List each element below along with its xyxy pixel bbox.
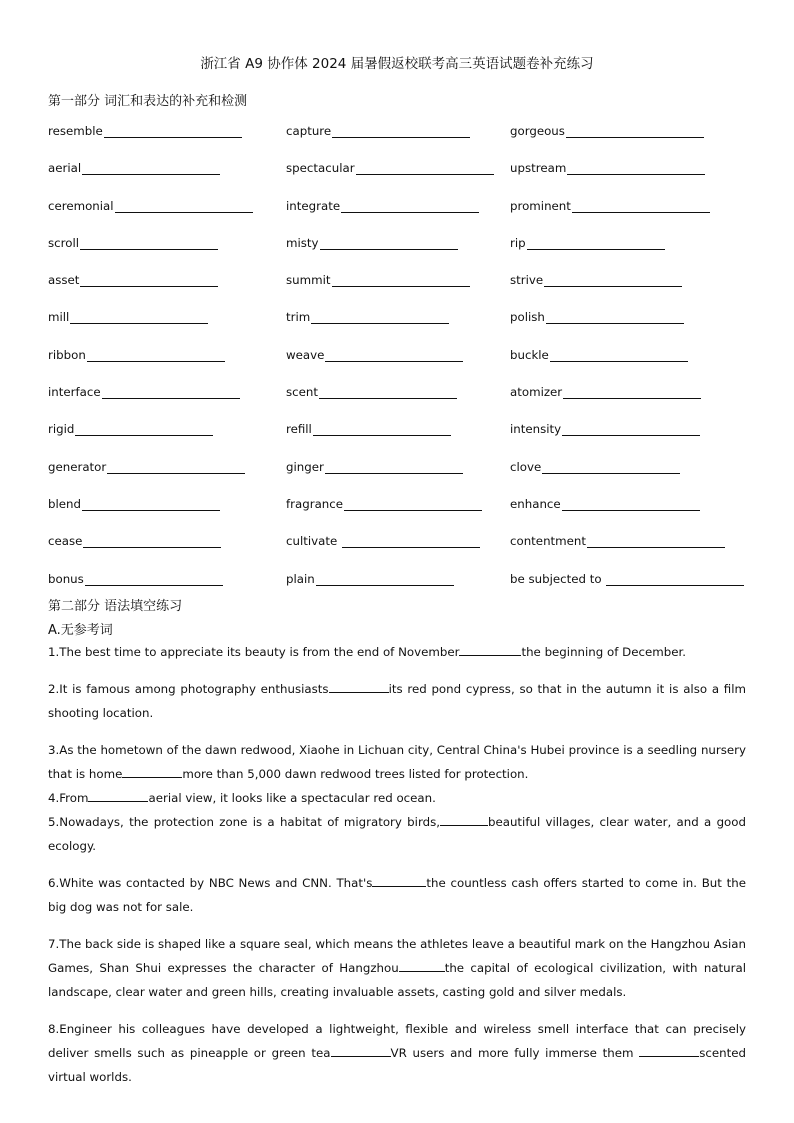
vocab-word: asset	[48, 273, 80, 288]
question-4	[48, 786, 746, 810]
vocab-word: ribbon	[48, 347, 86, 362]
vocab-item	[510, 273, 682, 287]
answer-blank[interactable]	[356, 161, 494, 175]
vocab-item	[286, 422, 451, 436]
answer-blank[interactable]	[542, 460, 680, 474]
answer-blank[interactable]	[566, 124, 704, 138]
vocab-item	[510, 310, 684, 324]
answer-blank[interactable]	[80, 273, 218, 287]
vocab-item	[510, 572, 744, 586]
question-3	[48, 738, 746, 786]
question-text: 4.From	[48, 791, 89, 805]
vocab-word: clove	[510, 459, 542, 474]
answer-blank[interactable]	[372, 874, 426, 887]
vocab-row	[48, 124, 768, 161]
question-text: 1.The best time to appreciate its beauty is from the end of November	[48, 645, 460, 659]
answer-blank[interactable]	[313, 422, 451, 436]
question-text: 2.It is famous among photography enthusiasts	[48, 682, 329, 696]
vocab-word: prominent	[510, 198, 571, 213]
answer-blank[interactable]	[115, 199, 253, 213]
vocab-item	[48, 534, 221, 548]
answer-blank[interactable]	[316, 572, 454, 586]
vocab-word: trim	[286, 310, 311, 325]
vocab-row	[48, 460, 768, 497]
vocab-row	[48, 199, 768, 236]
question-1	[48, 640, 746, 664]
vocab-item	[48, 124, 242, 138]
vocab-word: fragrance	[286, 496, 344, 511]
vocab-item	[286, 310, 449, 324]
vocab-word: aerial	[48, 161, 82, 176]
vocab-item	[48, 572, 223, 586]
vocab-word: scroll	[48, 235, 79, 250]
answer-blank[interactable]	[342, 534, 480, 548]
vocab-word: atomizer	[510, 385, 563, 400]
vocab-row	[48, 385, 768, 422]
answer-blank[interactable]	[329, 680, 389, 693]
part2-subheading: A.无参考词	[48, 623, 113, 638]
vocab-word: spectacular	[286, 161, 355, 176]
answer-blank[interactable]	[82, 161, 220, 175]
answer-blank[interactable]	[587, 534, 725, 548]
vocab-word: scent	[286, 385, 318, 400]
answer-blank[interactable]	[562, 422, 700, 436]
question-text: 7.The back side is shaped like a square seal, which means the athletes leave a beautiful mark on the Hangzhou Asian Games, Shan Shui expresses the character of Hangzhou	[48, 937, 746, 975]
vocab-word: capture	[286, 124, 332, 138]
vocab-row	[48, 422, 768, 459]
answer-blank[interactable]	[567, 161, 705, 175]
vocab-word: upstream	[510, 161, 567, 176]
vocab-item	[48, 422, 213, 436]
answer-blank[interactable]	[563, 385, 701, 399]
question-text: VR users and more fully immerse them	[390, 1046, 634, 1060]
vocab-row	[48, 161, 768, 198]
answer-blank[interactable]	[82, 497, 220, 511]
question-5	[48, 810, 746, 858]
vocab-grid	[48, 124, 768, 609]
question-text: more than 5,000 dawn redwood trees listed for protection.	[182, 767, 529, 781]
answer-blank[interactable]	[606, 572, 744, 586]
vocab-word: generator	[48, 459, 107, 474]
question-text: 3.As the hometown of the dawn redwood, Xiaohe in Lichuan city, Central China's Hubei province is a seedling nursery that is home	[48, 743, 746, 781]
vocab-item	[286, 273, 470, 287]
answer-blank[interactable]	[311, 310, 449, 324]
vocab-item	[286, 534, 480, 548]
vocab-word: resemble	[48, 124, 103, 138]
answer-blank[interactable]	[80, 236, 218, 250]
vocab-word: plain	[286, 571, 315, 586]
vocab-word: enhance	[510, 496, 561, 511]
vocab-row	[48, 497, 768, 534]
question-8	[48, 1017, 746, 1089]
answer-blank[interactable]	[639, 1044, 699, 1057]
vocab-word: be subjected to	[510, 571, 606, 586]
question-2	[48, 677, 746, 725]
answer-blank[interactable]	[75, 422, 213, 436]
question-6	[48, 871, 746, 919]
answer-blank[interactable]	[85, 572, 223, 586]
vocab-item	[510, 161, 705, 175]
answer-blank[interactable]	[527, 236, 665, 250]
vocab-word: buckle	[510, 347, 549, 362]
answer-blank[interactable]	[325, 348, 463, 362]
vocab-word: ginger	[286, 459, 324, 474]
vocab-item	[510, 124, 704, 138]
vocab-item	[48, 497, 220, 511]
vocab-row	[48, 310, 768, 347]
vocab-row	[48, 236, 768, 273]
vocab-item	[48, 348, 225, 362]
answer-blank[interactable]	[459, 643, 521, 656]
answer-blank[interactable]	[319, 385, 457, 399]
vocab-item	[510, 348, 688, 362]
vocab-word: rip	[510, 235, 526, 250]
vocab-item	[48, 236, 218, 250]
vocab-word: contentment	[510, 534, 587, 549]
vocab-item	[286, 572, 454, 586]
answer-blank[interactable]	[104, 124, 242, 138]
vocab-item	[510, 534, 725, 548]
answer-blank[interactable]	[546, 310, 684, 324]
answer-blank[interactable]	[107, 460, 245, 474]
vocab-item	[286, 497, 482, 511]
answer-blank[interactable]	[344, 497, 482, 511]
question-text: its red pond cypress, so that in the autumn it is also a film shooting location.	[48, 682, 746, 720]
answer-blank[interactable]	[87, 348, 225, 362]
answer-blank[interactable]	[320, 236, 458, 250]
document-title: 浙江省 A9 协作体 2024 届暑假返校联考高三英语试题卷补充练习	[200, 56, 594, 72]
vocab-item	[286, 199, 479, 213]
vocab-item	[286, 124, 470, 138]
vocab-item	[510, 460, 680, 474]
answer-blank[interactable]	[440, 813, 488, 826]
vocab-word: strive	[510, 273, 544, 288]
vocab-word: interface	[48, 385, 101, 400]
answer-blank[interactable]	[88, 789, 148, 802]
vocab-item	[286, 348, 463, 362]
vocab-item	[48, 310, 208, 324]
answer-blank[interactable]	[399, 959, 445, 972]
answer-blank[interactable]	[332, 124, 470, 138]
vocab-item	[286, 460, 463, 474]
vocab-word: misty	[286, 235, 319, 250]
vocab-item	[48, 385, 240, 399]
vocab-word: mill	[48, 310, 70, 325]
question-text: aerial view, it looks like a spectacular red ocean.	[148, 791, 436, 805]
part2-heading: 第二部分 语法填空练习	[48, 599, 183, 614]
answer-blank[interactable]	[102, 385, 240, 399]
answer-blank[interactable]	[332, 273, 470, 287]
vocab-item	[510, 422, 700, 436]
vocab-item	[286, 161, 494, 175]
vocab-item	[286, 236, 458, 250]
question-text: beautiful villages, clear water, and a good ecology.	[48, 815, 746, 853]
answer-blank[interactable]	[572, 199, 710, 213]
vocab-word: blend	[48, 496, 81, 511]
question-text: 8.Engineer his colleagues have developed a lightweight, flexible and wireless smell interface that can precisely deliver smells such as pineapple or green tea	[48, 1022, 746, 1060]
vocab-word: refill	[286, 422, 312, 437]
vocab-word: summit	[286, 273, 331, 288]
vocab-word: rigid	[48, 422, 75, 437]
question-text: the capital of ecological civilization, with natural landscape, clear water and green hills, creating invaluable assets, casting gold and silver medals.	[48, 961, 746, 999]
question-7	[48, 932, 746, 1004]
vocab-word: gorgeous	[510, 124, 565, 138]
answer-blank[interactable]	[544, 273, 682, 287]
vocab-word: cultivate	[286, 534, 341, 549]
vocab-row	[48, 534, 768, 571]
vocab-word: polish	[510, 310, 545, 325]
vocab-word: weave	[286, 347, 325, 362]
answer-blank[interactable]	[122, 765, 182, 778]
vocab-item	[510, 199, 710, 213]
answer-blank[interactable]	[83, 534, 221, 548]
vocab-word: integrate	[286, 198, 341, 213]
answer-blank[interactable]	[341, 199, 479, 213]
vocab-item	[48, 161, 220, 175]
vocab-item	[48, 460, 245, 474]
answer-blank[interactable]	[331, 1044, 391, 1057]
question-text: 5.Nowadays, the protection zone is a habitat of migratory birds,	[48, 815, 440, 829]
vocab-item	[510, 236, 665, 250]
answer-blank[interactable]	[562, 497, 700, 511]
vocab-row	[48, 273, 768, 310]
answer-blank[interactable]	[325, 460, 463, 474]
answer-blank[interactable]	[70, 310, 208, 324]
part1-heading: 第一部分 词汇和表达的补充和检测	[48, 94, 248, 109]
vocab-word: cease	[48, 534, 83, 549]
vocab-item	[48, 199, 253, 213]
vocab-word: ceremonial	[48, 198, 114, 213]
vocab-word: bonus	[48, 571, 84, 586]
vocab-item	[48, 273, 218, 287]
vocab-item	[286, 385, 457, 399]
question-text: the beginning of December.	[521, 645, 686, 659]
question-text: 6.White was contacted by NBC News and CNN. That's	[48, 876, 373, 890]
answer-blank[interactable]	[550, 348, 688, 362]
vocab-item	[510, 385, 701, 399]
vocab-row	[48, 348, 768, 385]
vocab-item	[510, 497, 700, 511]
vocab-word: intensity	[510, 422, 562, 437]
question-text: scented virtual worlds.	[48, 1046, 747, 1084]
question-text: the countless cash offers started to come in. But the big dog was not for sale.	[48, 876, 746, 914]
